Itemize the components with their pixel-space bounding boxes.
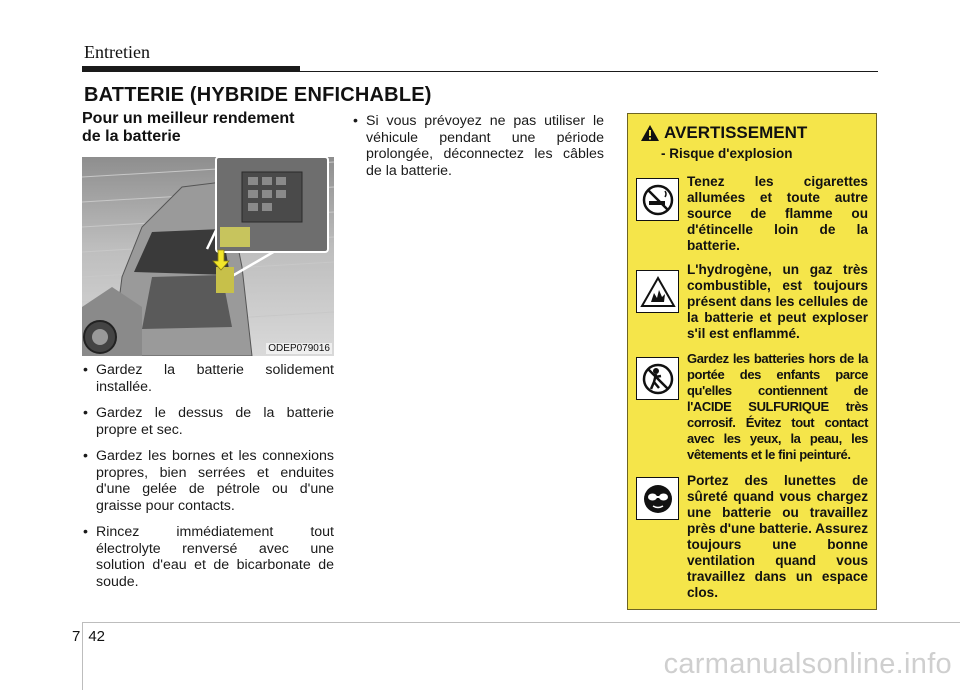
warning-title: AVERTISSEMENT: [664, 123, 808, 142]
warning-text: Portez des lunettes de sûreté quand vous chargez une batterie ou travaillez près d'une batterie. Assurez toujours une bonne ventilation quand vous travaillez dans un espace clos.: [687, 473, 869, 600]
warning-box: [627, 113, 877, 610]
list-item: • Gardez les bornes et les connexions propres, bien serrées et enduites d'une gelée de pétrole ou d'une graisse pour contacts.: [82, 448, 334, 514]
header-rule-thin: [300, 71, 878, 72]
list-item: • Gardez le dessus de la batterie propre et sec.: [82, 405, 334, 438]
car-trunk-battery-illustration: [82, 157, 334, 356]
column2-bullet-list: [352, 113, 604, 189]
page-number: [72, 628, 113, 645]
list-item: • Gardez la batterie solidement installée.: [82, 362, 334, 395]
keep-children-away-icon: [636, 357, 679, 400]
list-item: • Rincez immédiatement tout électrolyte renversé avec une solution d'eau et de bicarbonate de soude.: [82, 524, 334, 590]
page-number-value: 42: [88, 628, 106, 645]
column1-bullet-list: [82, 362, 334, 600]
section-title: BATTERIE (HYBRIDE ENFICHABLE): [84, 84, 432, 106]
watermark: carmanualsonline.info: [663, 648, 952, 680]
warning-triangle-icon: [640, 124, 660, 142]
figure-car-trunk-battery: [82, 157, 334, 356]
warning-subtitle: - Risque d'explosion: [661, 146, 793, 161]
warning-text: L'hydrogène, un gaz très combustible, est toujours présent dans les cellules de la batterie et peut exploser s'il est enflammé.: [687, 262, 868, 341]
explosion-hazard-icon: [636, 270, 679, 313]
no-smoking-icon: [636, 178, 679, 221]
warning-text: Gardez les batteries hors de la portée des enfants parce qu'elles contiennent de l'ACIDE SULFURIQUE très corrosif. Évitez tout contact avec les yeux, la peau, les vêtements et le fini peinturé.: [687, 351, 868, 462]
subsection-heading: [82, 110, 334, 146]
running-header: Entretien: [84, 42, 150, 62]
header-rule-thick: [82, 66, 300, 72]
warning-text: Tenez les cigarettes allumées et toute autre source de flamme ou d'étincelle loin de la batterie.: [687, 174, 868, 253]
footer-rule: [82, 622, 960, 623]
list-item: • Si vous prévoyez ne pas utiliser le véhicule pendant une période prolongée, déconnectez les câbles de la batterie.: [352, 113, 604, 179]
safety-goggles-icon: [636, 477, 679, 520]
chapter-number: 7: [72, 628, 81, 645]
figure-code: ODEP079016: [268, 343, 330, 354]
subsection-title-line1: Pour un meilleur rendement: [82, 110, 295, 127]
subsection-title-line2: de la batterie: [82, 128, 181, 145]
warning-header: [640, 123, 807, 143]
